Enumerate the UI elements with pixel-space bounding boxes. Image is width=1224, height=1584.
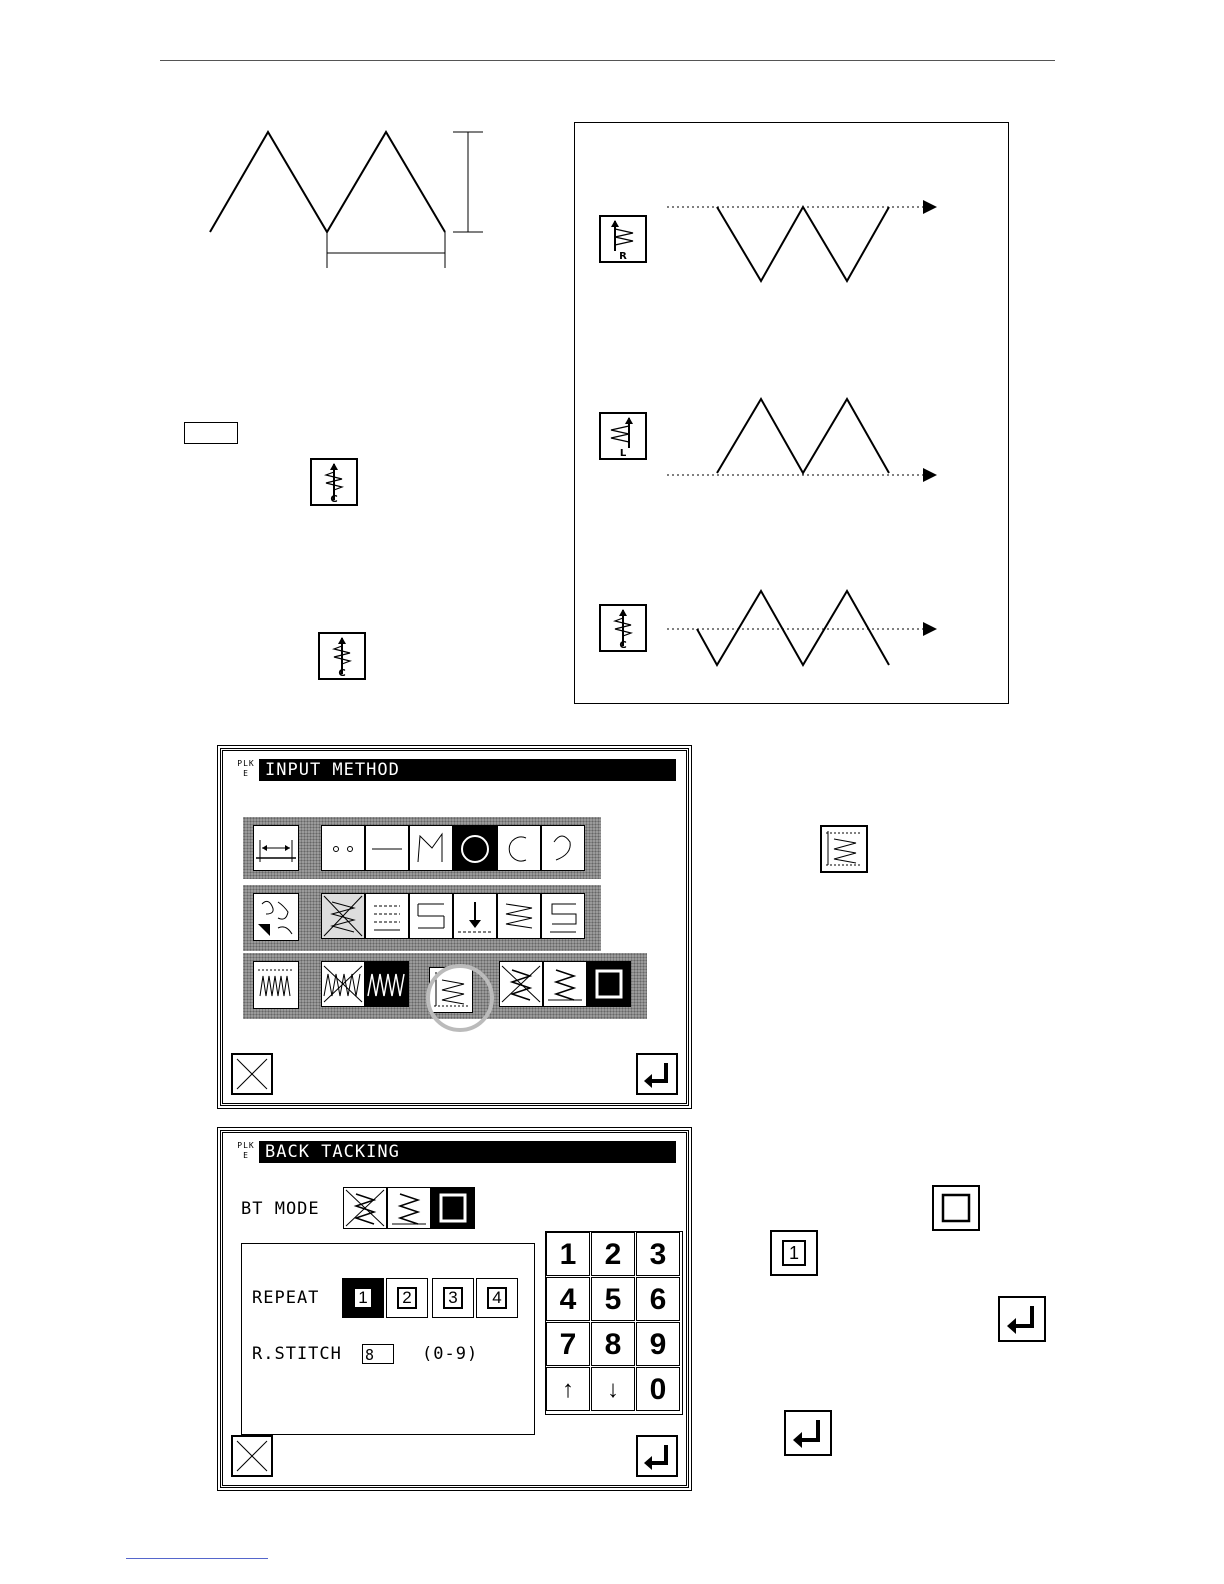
zigzag-center-diagram — [665, 583, 955, 673]
zigzag-cross-icon — [344, 1188, 386, 1228]
key-9[interactable]: 9 — [636, 1322, 680, 1366]
close-icon — [233, 1437, 271, 1475]
rstitch-input[interactable]: 8 — [362, 1344, 394, 1364]
svg-text:L: L — [619, 448, 627, 458]
repeat-option-2[interactable] — [386, 1278, 428, 1318]
svg-text:R: R — [619, 251, 627, 261]
bt-mode-label: BT MODE — [241, 1199, 320, 1219]
curve-icon — [542, 826, 584, 870]
repeat-option-4-label: 4 — [487, 1287, 507, 1309]
svg-text:C: C — [330, 494, 338, 504]
zigzag-icon — [498, 894, 540, 938]
reverse-lines-icon — [410, 894, 452, 938]
cancel-button[interactable] — [231, 1053, 273, 1095]
down-feed-button[interactable] — [453, 893, 497, 939]
repeat-label: REPEAT — [252, 1288, 320, 1308]
zigzag-center-icon — [599, 604, 647, 652]
zigzag-center-icon[interactable] — [318, 632, 366, 680]
loop-lines-icon — [542, 894, 584, 938]
zigzag-cross-icon — [322, 962, 364, 1006]
key-4[interactable]: 4 — [546, 1277, 590, 1321]
key-8[interactable]: 8 — [591, 1322, 635, 1366]
zigzag-left-diagram — [665, 393, 955, 493]
key-6[interactable]: 6 — [636, 1277, 680, 1321]
arc-icon — [498, 826, 540, 870]
key-1[interactable]: 1 — [546, 1232, 590, 1276]
zigzag-right-glyph — [601, 217, 645, 261]
zigzag-reference-panel — [574, 122, 1009, 704]
point-input-button[interactable] — [321, 825, 365, 871]
svg-text:C: C — [338, 668, 346, 678]
zigzag-dimension-diagram — [200, 120, 500, 280]
polyline-input-button[interactable] — [409, 825, 453, 871]
stitch-length-button[interactable] — [253, 825, 299, 871]
zigzag-wave-icon — [366, 962, 408, 1006]
key-3[interactable]: 3 — [636, 1232, 680, 1276]
key-0[interactable]: 0 — [636, 1367, 680, 1411]
feed-options-button[interactable] — [253, 893, 299, 941]
loop-feed-button[interactable] — [541, 893, 585, 939]
enter-icon — [784, 1410, 832, 1456]
screen-title: INPUT METHOD — [265, 760, 400, 780]
feed-loops-icon — [254, 894, 298, 940]
repeat-option-1-label: 1 — [353, 1287, 373, 1309]
repeat-option-1[interactable] — [342, 1278, 384, 1318]
square-icon — [588, 962, 630, 1006]
enter-icon — [638, 1055, 676, 1093]
circle-icon — [454, 826, 496, 870]
zigzag-icon — [544, 962, 586, 1006]
back-tacking-glyph — [822, 827, 866, 871]
feed-pattern-row — [243, 885, 601, 951]
arc-input-button[interactable] — [497, 825, 541, 871]
multi-line-feed-button[interactable] — [365, 893, 409, 939]
bt-mode-off-button[interactable] — [499, 961, 543, 1007]
stitch-shape-row — [243, 817, 601, 879]
dots-icon — [322, 826, 364, 870]
key-placeholder-box — [184, 422, 238, 444]
highlight-circle — [423, 961, 499, 1037]
enter-icon — [638, 1437, 676, 1475]
zigzag-disabled-button[interactable] — [321, 893, 365, 939]
stitch-length-icon — [254, 826, 298, 870]
zigzag-left-glyph — [601, 414, 645, 458]
zigzag-off-button[interactable] — [321, 961, 365, 1007]
repeat-one-digit: 1 — [782, 1240, 806, 1266]
zigzag-center-glyph — [312, 460, 356, 504]
repeat-option-3[interactable] — [432, 1278, 474, 1318]
svg-text:C: C — [619, 640, 627, 650]
header-rule — [160, 60, 1055, 61]
square-mode-icon — [932, 1185, 980, 1231]
zigzag-center-glyph — [601, 606, 645, 650]
plk-badge: PLK E — [233, 1141, 259, 1163]
circle-input-button[interactable] — [453, 825, 497, 871]
repeat-option-3-label: 3 — [443, 1287, 463, 1309]
repeat-one-icon — [770, 1230, 818, 1276]
bt-mode-square-button[interactable] — [587, 961, 631, 1007]
zigzag-on-button[interactable] — [365, 961, 409, 1007]
key-down[interactable]: ↓ — [591, 1367, 635, 1411]
key-2[interactable]: 2 — [591, 1232, 635, 1276]
bt-mode-square-button[interactable] — [431, 1187, 475, 1229]
bt-mode-zigzag-button[interactable] — [387, 1187, 431, 1229]
key-up[interactable]: ↑ — [546, 1367, 590, 1411]
close-icon — [233, 1055, 271, 1093]
zigzag-settings-button[interactable] — [253, 961, 299, 1009]
square-icon — [934, 1187, 978, 1229]
plk-badge: PLK E — [233, 759, 259, 781]
straight-line-icon — [366, 826, 408, 870]
cancel-button[interactable] — [231, 1435, 273, 1477]
zigzag-feed-button[interactable] — [497, 893, 541, 939]
zigzag-center-icon[interactable] — [310, 458, 358, 506]
footer-link-underline — [126, 1558, 268, 1559]
enter-icon — [998, 1296, 1046, 1342]
zigzag-right-diagram — [665, 193, 955, 293]
zigzag-cross-icon — [500, 962, 542, 1006]
back-tacking-screen — [220, 1130, 689, 1488]
enter-button[interactable] — [636, 1053, 678, 1095]
zigzag-cross-icon — [322, 894, 364, 938]
enter-glyph — [786, 1412, 830, 1454]
key-7[interactable]: 7 — [546, 1322, 590, 1366]
input-method-screen — [220, 748, 689, 1106]
zigzag-center-glyph — [320, 634, 364, 678]
rstitch-label: R.STITCH — [252, 1344, 342, 1364]
line-input-button[interactable] — [365, 825, 409, 871]
key-5[interactable]: 5 — [591, 1277, 635, 1321]
bt-mode-off-button[interactable] — [343, 1187, 387, 1229]
rstitch-range: (0-9) — [422, 1344, 479, 1364]
numeric-keypad — [545, 1231, 683, 1415]
zigzag-right-icon — [599, 215, 647, 263]
curve-input-button[interactable] — [541, 825, 585, 871]
repeat-settings-box — [241, 1243, 535, 1435]
repeat-option-2-label: 2 — [397, 1287, 417, 1309]
back-tacking-icon — [820, 825, 868, 873]
polyline-icon — [410, 826, 452, 870]
repeat-option-4[interactable] — [476, 1278, 518, 1318]
enter-button[interactable] — [636, 1435, 678, 1477]
zigzag-left-icon — [599, 412, 647, 460]
screen-title-bar — [233, 759, 676, 781]
zigzag-icon — [388, 1188, 430, 1228]
square-icon — [432, 1188, 474, 1228]
screen-title: BACK TACKING — [265, 1142, 400, 1162]
screen-title-bar — [233, 1141, 676, 1163]
arrow-down-icon — [454, 894, 496, 938]
multi-line-icon — [366, 894, 408, 938]
bt-mode-zigzag-button[interactable] — [543, 961, 587, 1007]
enter-glyph — [1000, 1298, 1044, 1340]
reverse-feed-button[interactable] — [409, 893, 453, 939]
zigzag-wave-icon — [254, 962, 298, 1008]
